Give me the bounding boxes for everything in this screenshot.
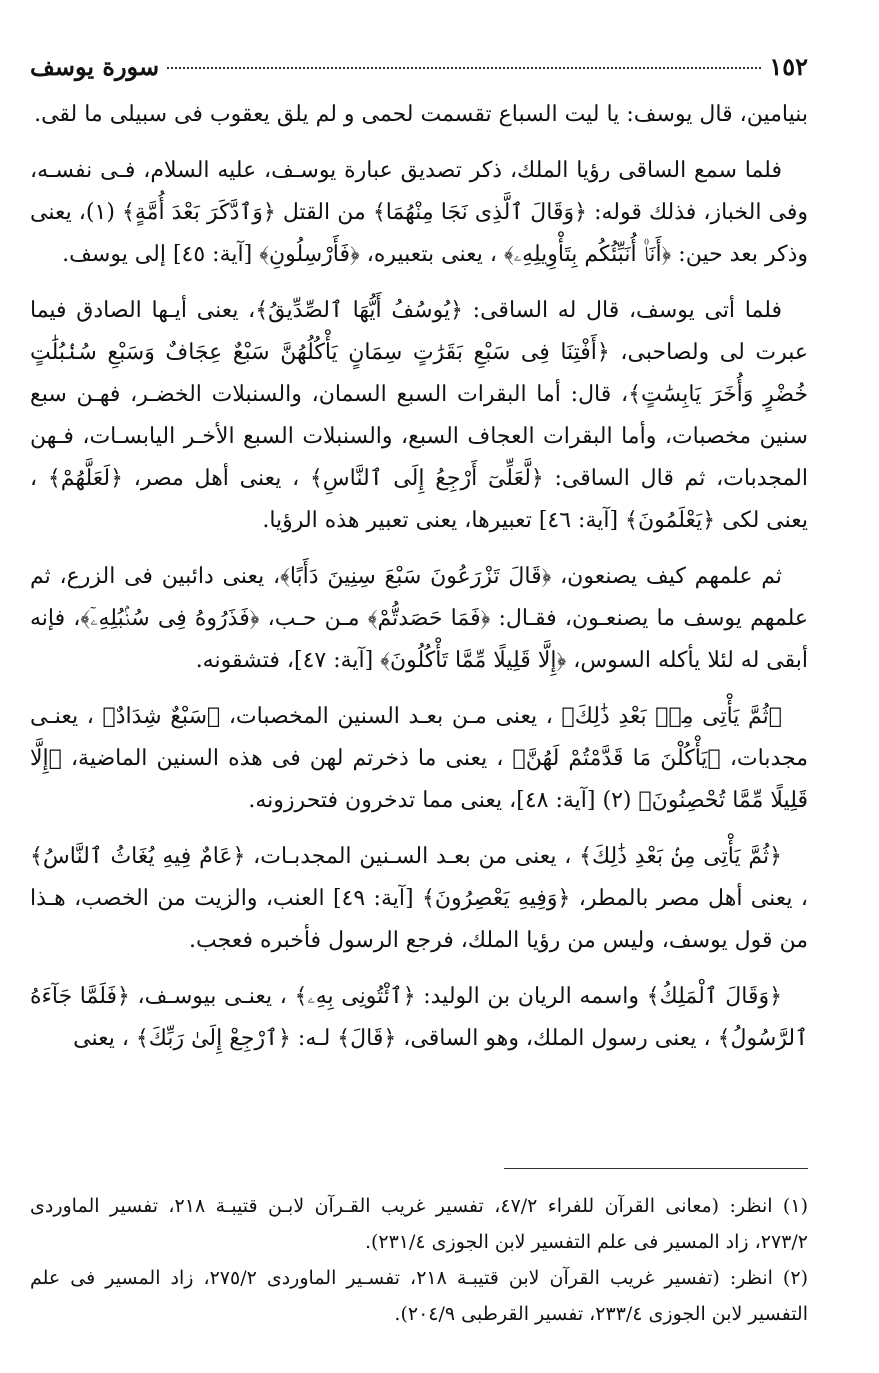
paragraph: ﴿ثُمَّ يَأْتِى مِنۢ بَعْدِ ذَٰلِكَ﴾ ، يعنى من بعـد السـنين المجدبـات، ﴿عَامٌ فِيهِ يُغَاثُ ٱلنَّاسُ﴾ ، يعنى أهل مصر بالمطر، ﴿وَفِيهِ يَعْصِرُونَ﴾ [آية: ٤٩] العنب، والزيت من الخصب، هـذا من قول يوسف، وليس من رؤيا الملك، فرجع الرسول فأخبره فعجب. (30, 844, 808, 953)
paragraph: فلما أتى يوسف، قال له الساقى: ﴿يُوسُفُ أَيُّهَا ٱلصِّدِّيقُ﴾، يعنى أيـها الصادق فيما عبرت لى ولصاحبى، ﴿أَفْتِنَا فِى سَبْعِ بَقَرَٰتٍ سِمَانٍ يَأْكُلُهُنَّ سَبْعٌ عِجَافٌ وَسَبْعِ سُنۢبُلَٰتٍ خُضْرٍ وَأُخَرَ يَابِسَٰتٍ﴾، قال: أما البقرات السبع السمان، والسنبلات الخضـر، فهـن سبع سنين مخصبات، وأما البقرات العجاف السبع، والسنبلات السبع الأخـر اليابسـات، فـهن المجدبات، ثم قال الساقى: ﴿لَّعَلِّىٓ أَرْجِعُ إِلَى ٱلنَّاسِ﴾ ، يعنى أهل مصر، ﴿لَعَلَّهُمْ﴾ ، يعنى لكى ﴿يَعْلَمُونَ﴾ [آية: ٤٦] تعبيرها، يعنى تعبير هذه الرؤيا. (30, 298, 808, 533)
surah-title: سورة يوسف (30, 52, 160, 81)
main-text (30, 94, 808, 1060)
paragraph: بنيامين، قال يوسف: يا ليت السباع تقسمت لحمى و لم يلق يعقوب فى سبيلى ما لقى. (34, 102, 808, 127)
footnote: (٢) انظر: (تفسير غريب القرآن لابن قتيبـة ٢١٨، تفسـير الماوردى ٢٧٥/٢، زاد المسير فى علم التفسير لابن الجوزى ٢٣٣/٤، تفسير القرطبى ٢٠٤/٩). (30, 1267, 808, 1325)
paragraph: ﴿وَقَالَ ٱلْمَلِكُ﴾ واسمه الريان بن الوليد: ﴿ٱئْتُونِى بِهِۦ﴾ ، يعنـى بيوسـف، ﴿فَلَمَّا جَآءَهُ ٱلرَّسُولُ﴾ ، يعنى رسول الملك، وهو الساقى، ﴿قَالَ﴾ لـه: ﴿ٱرْجِعْ إِلَىٰ رَبِّكَ﴾ ، يعنى (30, 984, 808, 1051)
footnote: (١) انظر: (معانى القرآن للفراء ٤٧/٢، تفسير غريب القـرآن لابـن قتيبـة ٢١٨، تفسير الماوردى ٢٧٣/٢، زاد المسير فى علم التفسير لابن الجوزى ٢٣١/٤). (30, 1195, 808, 1253)
paragraph: ثم علمهم كيف يصنعون، ﴿قَالَ تَزْرَعُونَ سَبْعَ سِنِينَ دَأَبًا﴾، يعنى دائبين فى الزرع، ثم علمهم يوسف ما يصنعـون، فقـال: ﴿فَمَا حَصَدتُّمْ﴾ مـن حـب، ﴿فَذَرُوهُ فِى سُنۢبُلِهِۦٓ﴾، فإنه أبقى له لئلا يأكله السوس، ﴿إِلَّا قَلِيلًا مِّمَّا تَأْكُلُونَ﴾ [آية: ٤٧]، فتشقونه. (30, 564, 808, 673)
page-number: ١٥٢ (769, 52, 808, 81)
footnote-divider (504, 1168, 808, 1169)
paragraph: فلما سمع الساقى رؤيا الملك، ذكر تصديق عبارة يوسـف، عليه السلام، فـى نفسـه، وفى الخباز، فذلك قوله: ﴿وَقَالَ ٱلَّذِى نَجَا مِنْهُمَا﴾ من القتل ﴿وَٱدَّكَرَ بَعْدَ أُمَّةٍ﴾ (١)، يعنى وذكر بعد حين: ﴿أَنَا۠ أُنَبِّئُكُم بِتَأْوِيلِهِۦ﴾ ، يعنى بتعبيره، ﴿فَأَرْسِلُونِ﴾ [آية: ٤٥] إلى يوسف. (30, 158, 808, 267)
footnotes (30, 1188, 808, 1332)
page-header (30, 52, 808, 88)
header-dotted-leader (167, 67, 761, 69)
book-page (30, 52, 808, 1352)
paragraph: ﴿ثُمَّ يَأْتِى مِنۢ بَعْدِ ذَٰلِكَ﴾ ، يعنى مـن بعـد السنين المخصبات، ﴿سَبْعٌ شِدَادٌ﴾ ، يعنـى مجدبات، ﴿يَأْكُلْنَ مَا قَدَّمْتُمْ لَهُنَّ﴾ ، يعنى ما ذخرتم لهن فى هذه السنين الماضية، ﴿إِلَّا قَلِيلًا مِّمَّا تُحْصِنُونَ﴾ (٢) [آية: ٤٨]، يعنى مما تدخرون فتحرزونه. (30, 704, 808, 813)
